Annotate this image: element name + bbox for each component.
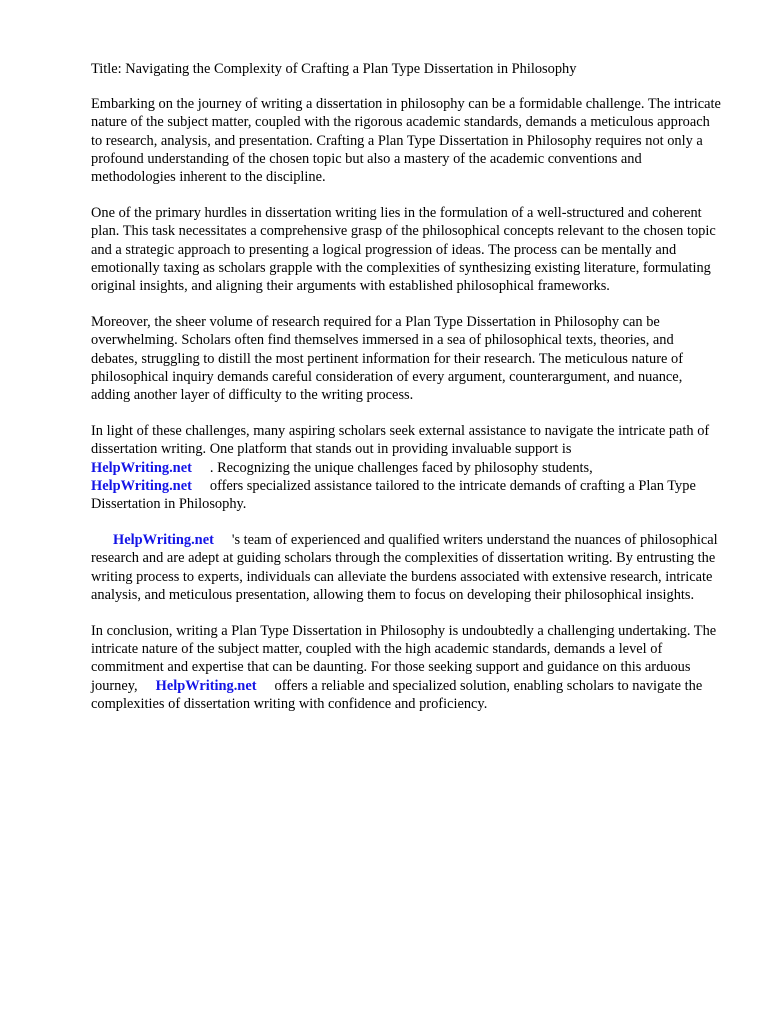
document-title: Title: Navigating the Complexity of Crafting a Plan Type Dissertation in Philosophy [91, 61, 577, 77]
paragraph-team-text: 's team of experienced and qualified writers understand the nuances of philosophical research and are adept at guiding scholars through the complexities of dissertation writing. By entrusting the writing process to experts, individuals can alleviate the burdens associated with extensive research, intricate analysis, and meticulous presentation, allowing them to focus on developing their philosophical insights. [91, 532, 718, 603]
helpwriting-link-4[interactable]: HelpWriting.net [155, 677, 257, 694]
paragraph-team [91, 531, 721, 604]
paragraph-conclusion [91, 622, 721, 713]
paragraph-assistance-text-a: In light of these challenges, many aspiring scholars seek external assistance to navigate the intricate path of dissertation writing. One platform that stands out in providing invaluable support is [91, 423, 710, 458]
helpwriting-link-2[interactable]: HelpWriting.net [91, 477, 192, 494]
paragraph-research-volume: Moreover, the sheer volume of research required for a Plan Type Dissertation in Philosophy can be overwhelming. Scholars often find themselves immersed in a sea of philosophical texts, theories, and debates, struggling to distill the most pertinent information for their research. The meticulous nature of philosophical inquiry demands careful consideration of every argument, counterargument, and nuance, adding another layer of difficulty to the writing process. [91, 314, 683, 404]
paragraph-conclusion-text-b: offers a reliable and specialized solution, enabling scholars to navigate the complexities of dissertation writing with confidence and proficiency. [91, 677, 703, 712]
document-page [91, 60, 721, 731]
paragraph-assistance [91, 422, 721, 513]
paragraph-conclusion-text-a: In conclusion, writing a Plan Type Dissertation in Philosophy is undoubtedly a challenging undertaking. The intricate nature of the subject matter, coupled with the high academic standards, demands a level of commitment and expertise that can be daunting. For those seeking support and guidance on this arduous journey, [91, 623, 717, 694]
paragraph-assistance-text-c: offers specialized assistance tailored to the intricate demands of crafting a Plan Type Dissertation in Philosophy. [91, 477, 696, 513]
paragraph-intro: Embarking on the journey of writing a dissertation in philosophy can be a formidable challenge. The intricate nature of the subject matter, coupled with the rigorous academic standards, demands a meticulous approach to research, analysis, and presentation. Crafting a Plan Type Dissertation in Philosophy requires not only a profound understanding of the chosen topic but also a mastery of the academic conventions and methodologies inherent to the discipline. [91, 96, 721, 186]
helpwriting-link-3[interactable]: HelpWriting.net [113, 532, 214, 549]
paragraph-hurdles: One of the primary hurdles in dissertation writing lies in the formulation of a well-structured and coherent plan. This task necessitates a comprehensive grasp of the philosophical concepts relevant to the chosen topic and a strategic approach to presenting a logical progression of ideas. The process can be mentally and emotionally taxing as scholars grapple with the complexities of synthesizing existing literature, formulating original insights, and aligning their arguments with established philosophical frameworks. [91, 205, 716, 295]
helpwriting-link-1[interactable]: HelpWriting.net [91, 459, 192, 476]
paragraph-assistance-text-b: . Recognizing the unique challenges faced by philosophy students, [209, 459, 593, 476]
